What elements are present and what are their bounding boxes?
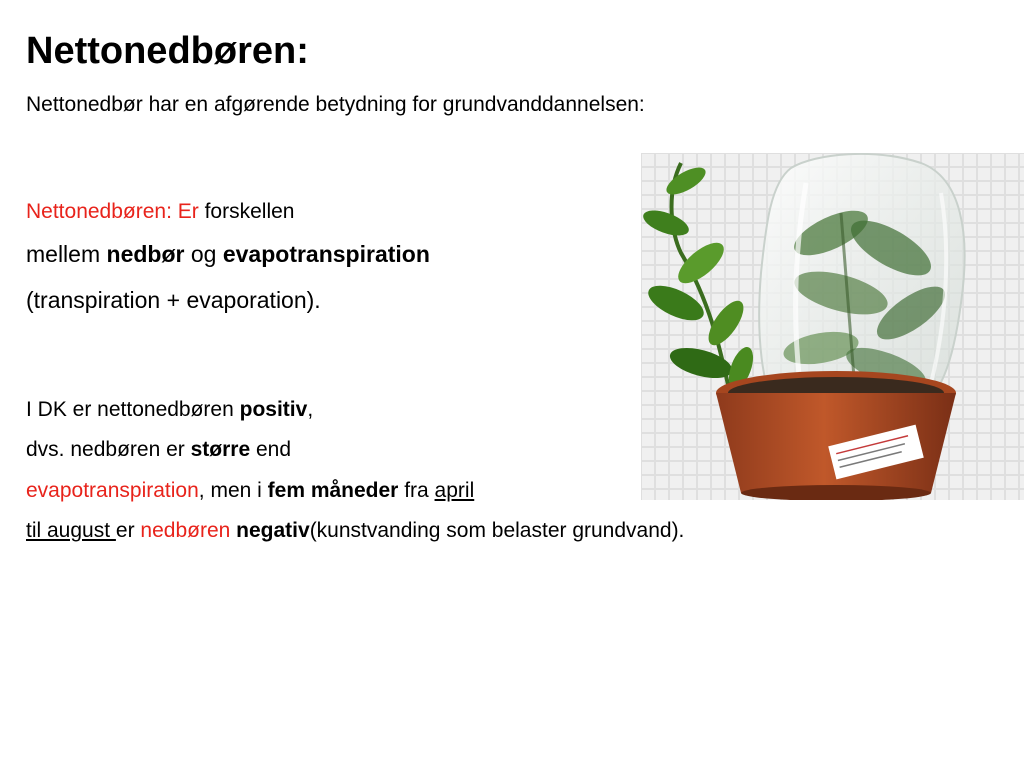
term-til-august: til august <box>26 519 116 542</box>
text-span: , <box>307 398 314 421</box>
text-span: end <box>250 438 291 461</box>
term-storre: større <box>190 438 251 461</box>
dk-line-1 <box>26 397 313 422</box>
text-span: (kunstvanding som belaster grundvand). <box>309 519 685 542</box>
definition-term: Nettonedbøren: Er <box>26 200 199 223</box>
dk-line-2 <box>26 437 291 462</box>
term-negativ: negativ <box>236 519 310 542</box>
text-span: mellem <box>26 241 107 267</box>
definition-line-1 <box>26 199 294 224</box>
text-span: og <box>184 241 223 267</box>
term-evapotranspiration: evapotranspiration <box>222 241 430 267</box>
definition-line-3: (transpiration + evaporation). <box>26 287 321 313</box>
text-span: er <box>115 519 141 542</box>
term-nedboren-red: nedbøren <box>140 519 231 542</box>
definition-line-2 <box>26 241 430 269</box>
definition-text: forskellen <box>198 200 295 223</box>
term-april: april <box>434 479 475 502</box>
slide-title: Nettonedbøren: <box>26 30 309 72</box>
text-span: I DK er nettonedbøren <box>26 398 240 421</box>
text-span: , men i <box>198 479 268 502</box>
term-evapotranspiration-red: evapotranspiration <box>26 479 199 502</box>
text-span: fra <box>398 479 435 502</box>
term-positiv: positiv <box>239 398 308 421</box>
dk-line-4 <box>26 518 684 543</box>
term-fem-maaneder: fem måneder <box>267 479 399 502</box>
term-nedbor: nedbør <box>106 241 185 267</box>
plant-in-bag-photo <box>641 153 1024 500</box>
intro-text: Nettonedbør har en afgørende betydning for grundvanddannelsen: <box>26 93 645 116</box>
plant-photo-illustration <box>641 153 1024 500</box>
dk-line-3 <box>26 478 474 503</box>
text-span: dvs. nedbøren er <box>26 438 191 461</box>
